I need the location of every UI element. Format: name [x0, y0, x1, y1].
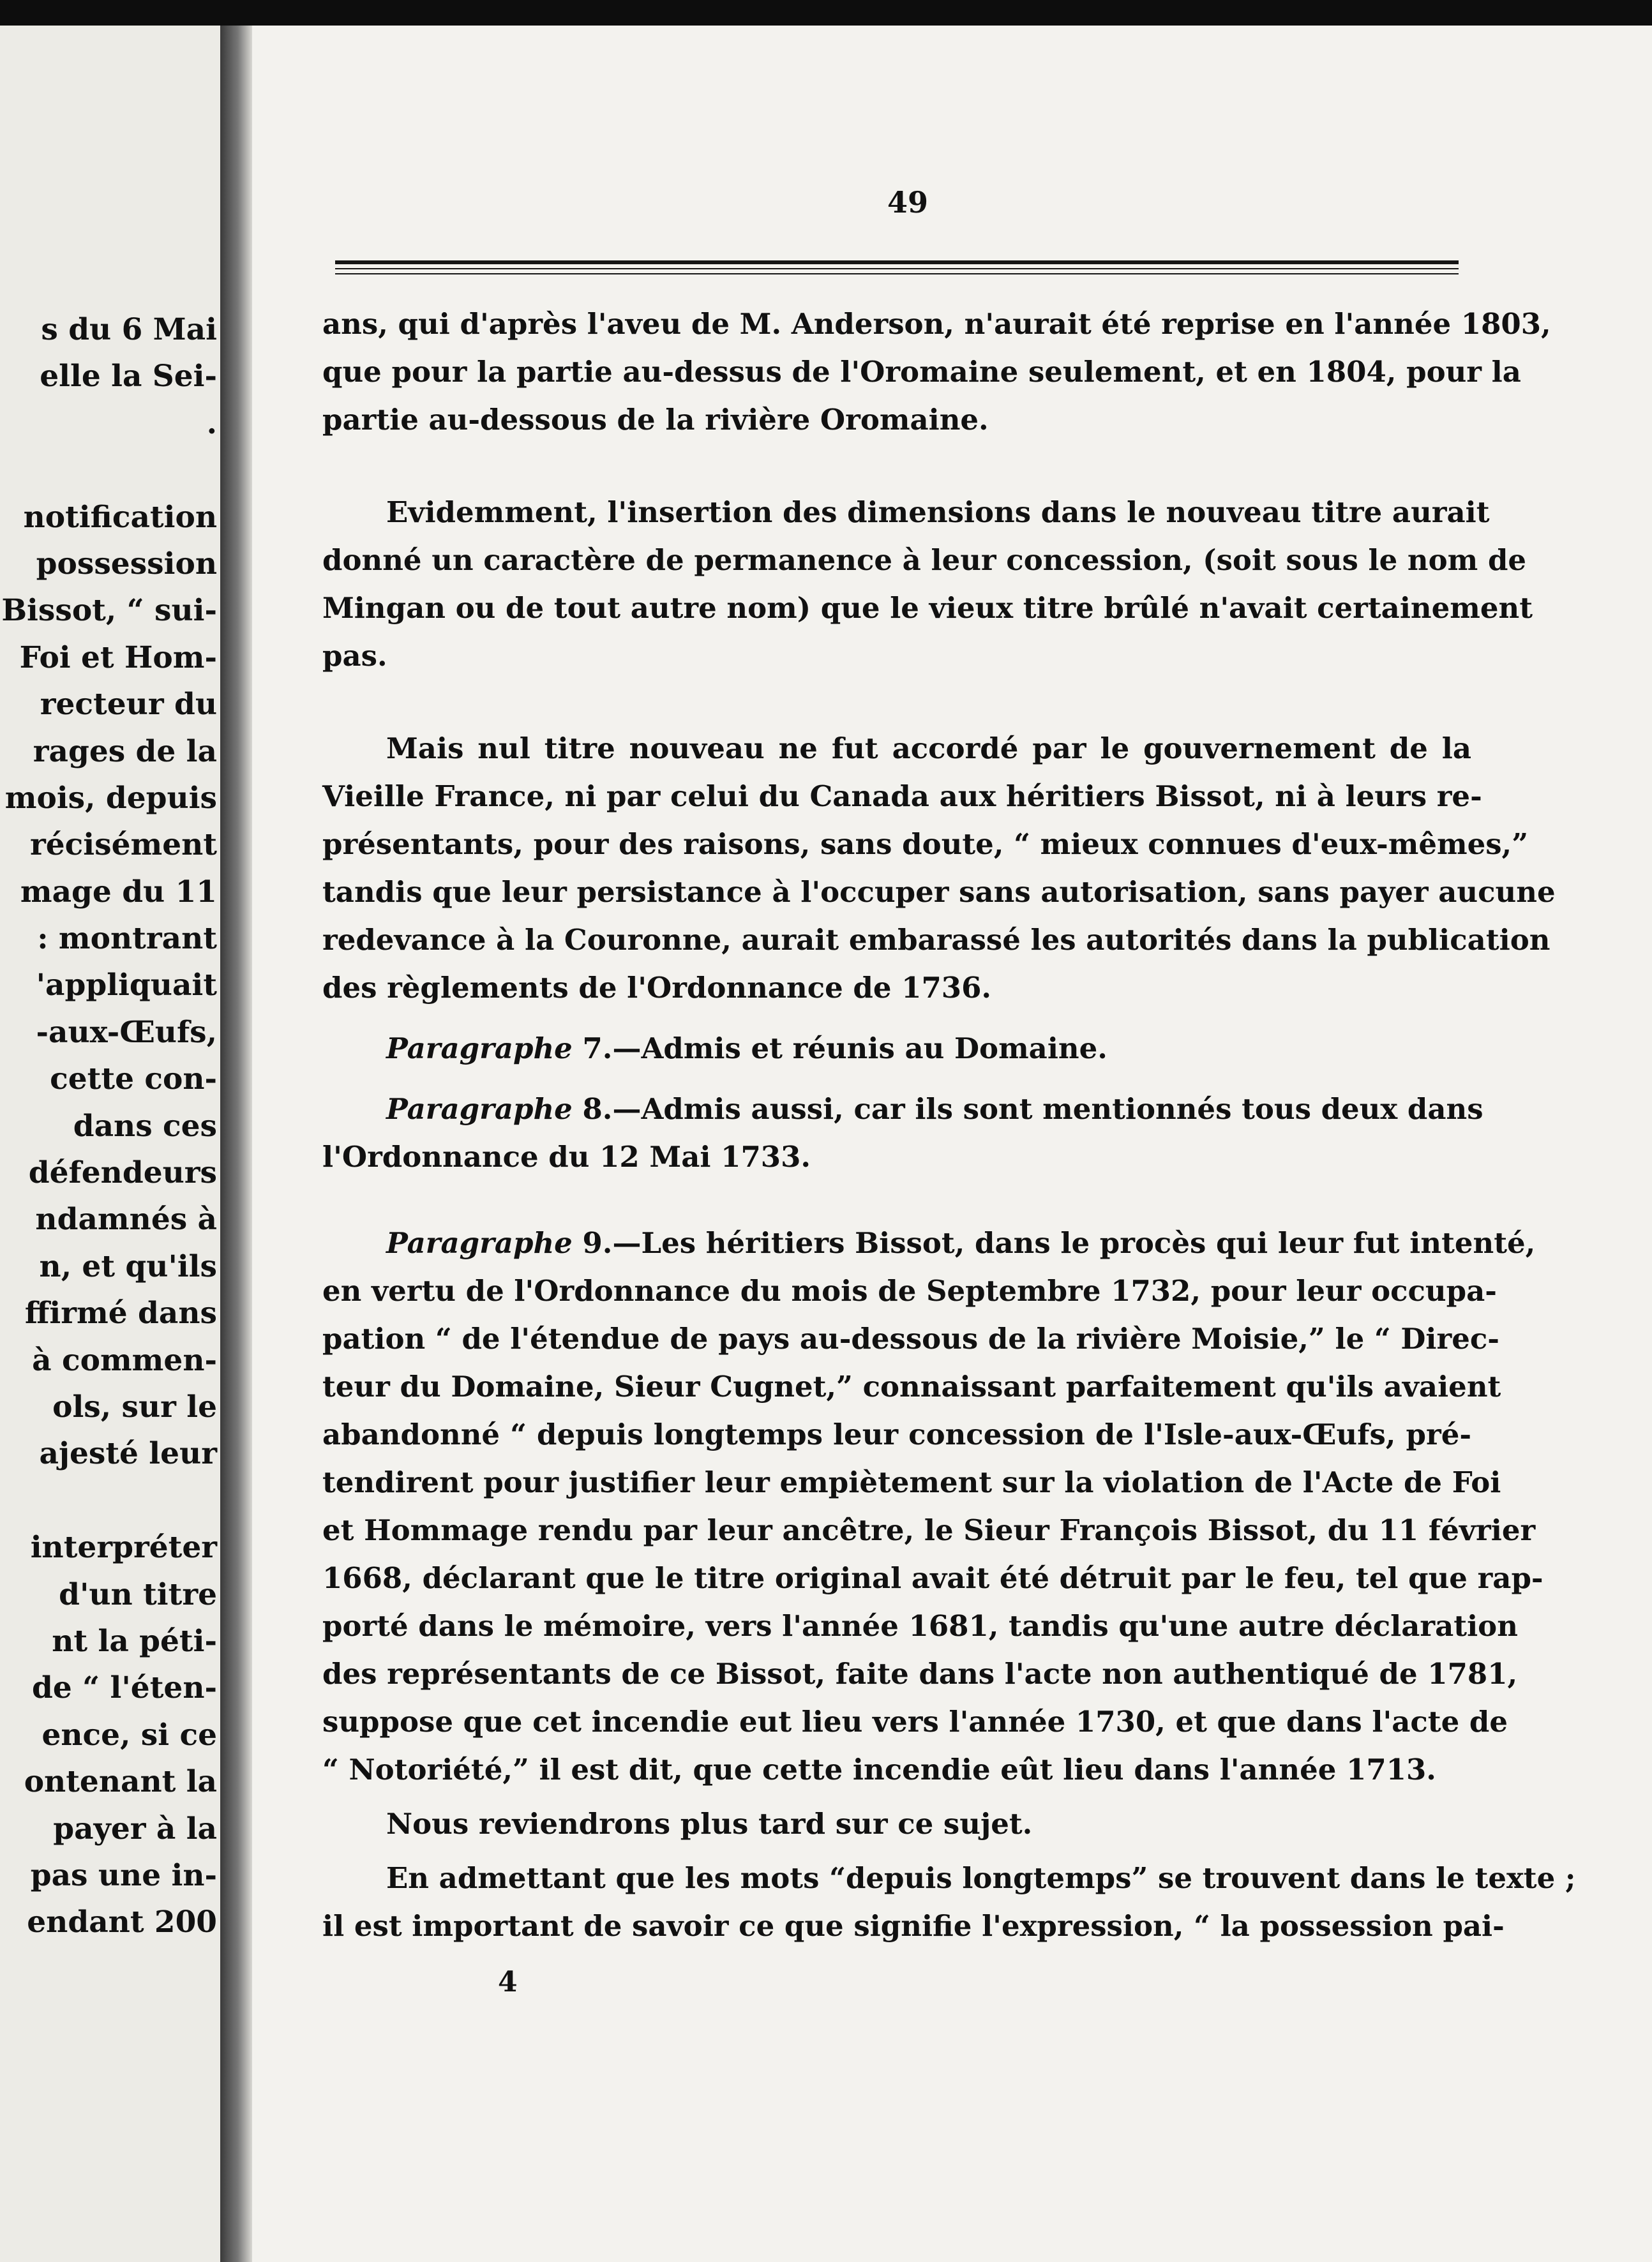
left-page-line: . [206, 405, 217, 441]
text-line: des représentants de ce Bissot, faite dans l'acte non authentiqué de 1781, [322, 1657, 1518, 1691]
header-rule-thin-2 [335, 273, 1459, 274]
left-page-text [0, 306, 217, 1946]
left-page-line: payer à la [53, 1811, 217, 1846]
left-page-line: ajesté leur [39, 1436, 217, 1472]
left-page-line: ence, si ce [41, 1717, 217, 1753]
left-page-line: 'appliquait [36, 968, 217, 1003]
text-line: pas. [322, 639, 387, 673]
paragraph-label: Paragraphe [386, 1031, 573, 1065]
text-line: Mais nul titre nouveau ne fut accordé par le gouvernement de la [386, 731, 1471, 765]
paragraph-3 [322, 724, 1556, 1012]
text-line: et Hommage rendu par leur ancêtre, le Sieur François Bissot, du 11 février [322, 1513, 1536, 1547]
text-line: suppose que cet incendie eut lieu vers l'année 1730, et que dans l'acte de [322, 1705, 1508, 1739]
paragraph-11 [322, 1854, 1576, 1950]
paragraph-label: Paragraphe [386, 1092, 573, 1126]
left-page-line: d'un titre [59, 1577, 217, 1612]
text-line [322, 1024, 1471, 1072]
paragraph-7 [322, 1024, 1471, 1072]
left-page-line: ols, sur le [52, 1389, 217, 1425]
text-line: présentants, pour des raisons, sans doute, “ mieux connues d'eux-mêmes,” [322, 827, 1529, 861]
text-line: Mingan ou de tout autre nom) que le vieux titre brûlé n'avait certainement [322, 591, 1533, 625]
left-page-line: : montrant [37, 921, 217, 957]
left-page-line: mage du 11 [20, 874, 217, 910]
text-line: en vertu de l'Ordonnance du mois de Septembre 1732, pour leur occupa- [322, 1274, 1497, 1308]
text-line: ans, qui d'après l'aveu de M. Anderson, n'aurait été reprise en l'année 1803, [322, 307, 1551, 341]
left-page-line: notification [23, 499, 217, 535]
text-line: teur du Domaine, Sieur Cugnet,” connaissant parfaitement qu'ils avaient [322, 1370, 1501, 1404]
header-rule-thick [335, 260, 1459, 264]
text-line: porté dans le mémoire, vers l'année 1681, tandis qu'une autre déclaration [322, 1609, 1518, 1643]
paragraph-text: 9.—Les héritiers Bissot, dans le procès qui leur fut intenté, [572, 1226, 1536, 1260]
left-page-line: n, et qu'ils [39, 1248, 217, 1284]
text-line: pation “ de l'étendue de pays au-dessous de la rivière Moisie,” le “ Direc- [322, 1322, 1499, 1356]
paragraph-text: 7.—Admis et réunis au Domaine. [572, 1031, 1108, 1065]
text-line: “ Notoriété,” il est dit, que cette incendie eût lieu dans l'année 1713. [322, 1753, 1436, 1786]
left-page-line: s du 6 Mai [41, 312, 217, 347]
header-rule-thin [335, 268, 1459, 269]
left-page-line: mois, depuis [4, 780, 217, 816]
left-page-line: nt la péti- [52, 1623, 217, 1659]
paragraph-text: 8.—Admis aussi, car ils sont mentionnés tous deux dans [572, 1092, 1483, 1126]
left-page-line: pas une in- [30, 1857, 217, 1893]
left-page-line: défendeurs [28, 1155, 217, 1191]
text-line: il est important de savoir ce que signifie l'expression, “ la possession pai- [322, 1909, 1505, 1943]
left-page-line: Bissot, “ sui- [1, 593, 217, 629]
left-page-line: rages de la [33, 733, 217, 769]
text-line: tendirent pour justifier leur empiètement sur la violation de l'Acte de Foi [322, 1465, 1501, 1499]
left-page-line: ffirmé dans [24, 1296, 217, 1331]
left-page-line: elle la Sei- [40, 359, 217, 394]
text-line [322, 1085, 1483, 1133]
left-page [0, 26, 220, 2262]
book-gutter [220, 26, 252, 2262]
paragraph-1 [322, 300, 1551, 444]
left-page-line: dans ces [73, 1108, 217, 1144]
left-page-line: endant 200 [27, 1905, 217, 1940]
page-number: 49 [887, 185, 929, 220]
text-line: partie au-dessous de la rivière Oromaine. [322, 403, 989, 437]
left-page-line [0, 1478, 217, 1524]
left-page-line: possession [36, 546, 217, 581]
signature-mark: 4 [498, 1966, 518, 1998]
text-line: donné un caractère de permanence à leur concession, (soit sous le nom de [322, 543, 1527, 577]
text-line: redevance à la Couronne, aurait embarassé les autorités dans la publication [322, 923, 1551, 957]
left-page-line [0, 447, 217, 493]
text-line: En admettant que les mots “depuis longtemps” se trouvent dans le texte ; [386, 1861, 1576, 1895]
left-page-line: -aux-Œufs, [36, 1014, 217, 1050]
left-page-line: ndamnés à [35, 1202, 217, 1238]
text-line: abandonné “ depuis longtemps leur concession de l'Isle-aux-Œufs, pré- [322, 1418, 1471, 1451]
text-line [322, 1219, 1536, 1267]
left-page-line: recteur du [40, 687, 217, 723]
left-page-line: à commen- [32, 1342, 217, 1378]
text-line: des règlements de l'Ordonnance de 1736. [322, 971, 992, 1005]
left-page-line: cette con- [50, 1061, 217, 1097]
text-line: Nous reviendrons plus tard sur ce sujet. [386, 1807, 1033, 1841]
text-line: l'Ordonnance du 12 Mai 1733. [322, 1140, 811, 1174]
text-line: Vieille France, ni par celui du Canada aux héritiers Bissot, ni à leurs re- [322, 779, 1482, 813]
left-page-line: Foi et Hom- [19, 640, 217, 675]
paragraph-10 [322, 1800, 1471, 1848]
paragraph-2 [322, 488, 1533, 680]
text-line: tandis que leur persistance à l'occuper sans autorisation, sans payer aucune [322, 875, 1556, 909]
body-text [322, 300, 1576, 1950]
text-line: Evidemment, l'insertion des dimensions dans le nouveau titre aurait [386, 495, 1490, 529]
left-page-line: de “ l'éten- [32, 1670, 217, 1706]
left-page-line: ontenant la [24, 1764, 217, 1800]
left-page-line: interpréter [30, 1530, 217, 1566]
paragraph-8 [322, 1085, 1483, 1181]
text-line: 1668, déclarant que le titre original avait été détruit par le feu, tel que rap- [322, 1561, 1543, 1595]
paragraph-9 [322, 1219, 1543, 1794]
left-page-line: récisément [29, 827, 217, 863]
text-line: que pour la partie au-dessus de l'Oromaine seulement, et en 1804, pour la [322, 355, 1521, 389]
paragraph-label: Paragraphe [386, 1226, 573, 1260]
